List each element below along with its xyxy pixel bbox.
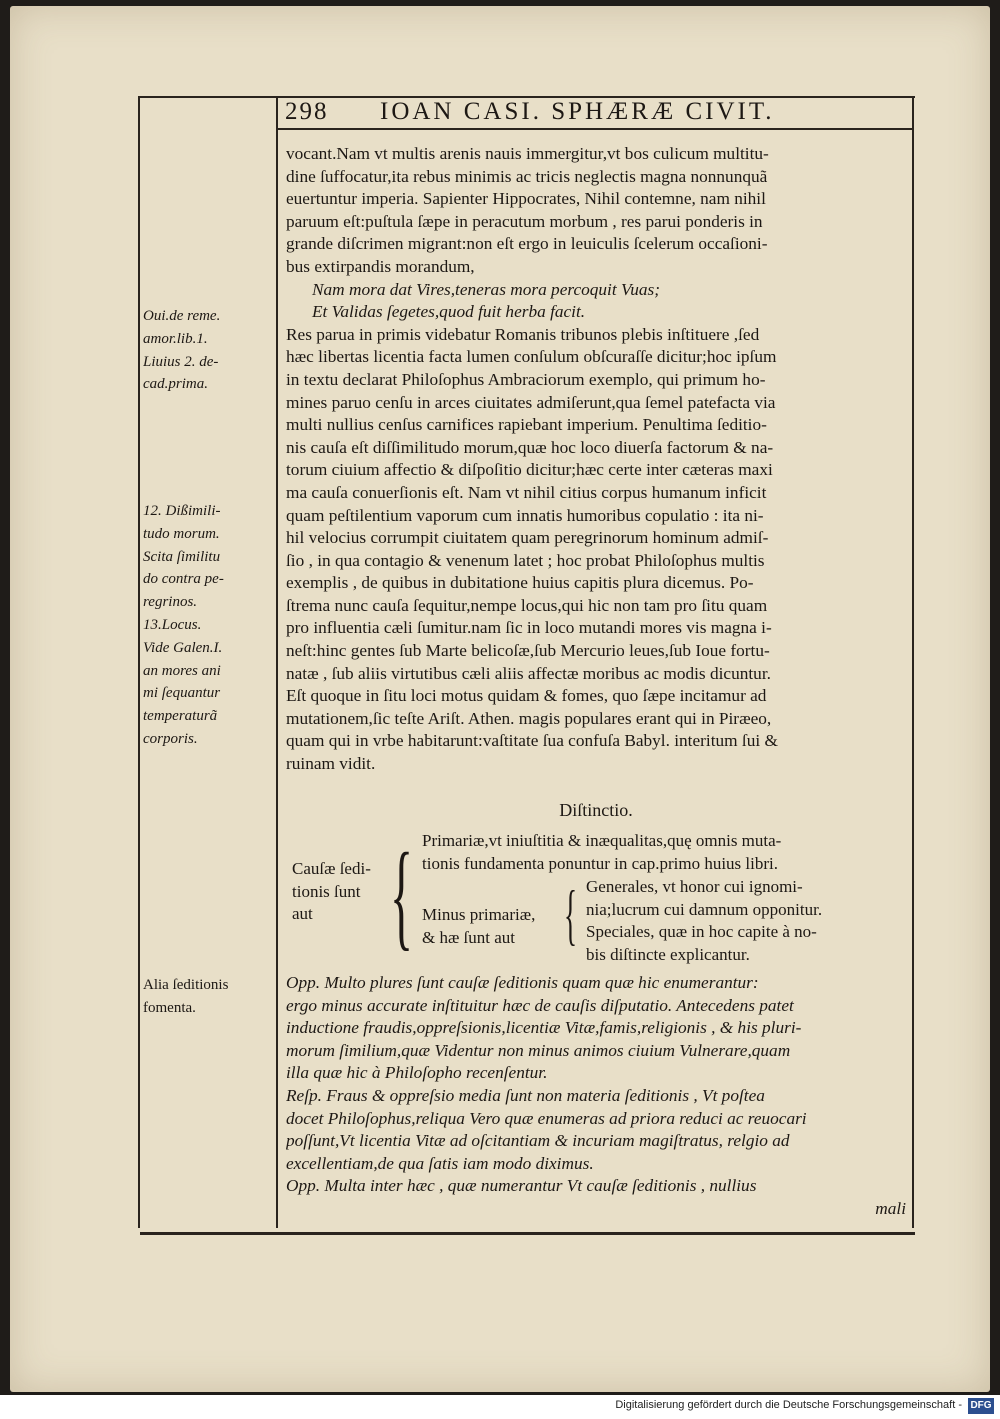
margin-note-line: corporis.	[143, 730, 198, 747]
margin-note-line: mi ſequantur	[143, 685, 221, 702]
text-line: ſtrema nunc cauſa ſequitur,nempe locus,qui hic non tam pro ſitu quam	[286, 595, 768, 615]
text-line: docet Philoſophus,reliqua Vero quæ enumeras ad priora reduci ac reuocari	[286, 1108, 807, 1128]
text-line: vocant.Nam vt multis arenis nauis immergitur,vt bos culicum multitu-	[286, 144, 769, 163]
text-line: Opp. Multa inter hæc , quæ numerantur Vt cauſæ ſeditionis , nullius	[286, 1176, 757, 1196]
text-line: inductione fraudis,oppreſsionis,licentiæ Vitæ,famis,religionis , & his pluri-	[286, 1018, 802, 1038]
page-number: 298	[285, 98, 329, 125]
text-line: in textu declarat Philoſophus Ambraciorum exemplo, qui primum ho-	[286, 369, 766, 389]
margin-note-line: 12. Dißimili-	[143, 503, 221, 519]
footer-bar	[0, 1395, 1000, 1419]
text-line: paruum eſt:puſtula ſæpe in peracutum morbum , res parui ponderis in	[286, 211, 763, 231]
margin-note-line: temperaturã	[143, 708, 218, 725]
text-line: dine ſuffocatur,ita rebus minimis ac tricis neglectis magna nonnunquã	[286, 166, 768, 186]
margin-note	[143, 500, 273, 751]
distinctio-line: Speciales, quæ in hoc capite à no-	[586, 922, 817, 942]
margin-note-line: do contra pe-	[143, 571, 224, 588]
text-line: Res parua in primis videbatur Romanis tribunos plebis inſtituere ,ſed	[286, 324, 760, 344]
margin-note-line: Alia ſeditionis	[143, 977, 229, 993]
distinctio-heading: Diſtinctio.	[559, 800, 633, 820]
frame-left-rule	[138, 96, 140, 1228]
distinctio-primariae	[422, 830, 902, 875]
distinctio-line: Minus primariæ,	[422, 905, 536, 924]
margin-note	[143, 305, 273, 396]
text-line: hæc libertas licentia facta lumen conſulum obſcuraſſe dicitur;hoc ipſum	[286, 347, 777, 367]
text-line: nis cauſa eſt diſſimilitudo morum,quæ hoc loco diuerſa factorum & na-	[286, 437, 774, 457]
text-line: neſt:hinc gentes ſub Marte belicoſæ,ſub Mercurio leues,ſub Ioue fortu-	[286, 641, 770, 661]
text-line: mutationem,ſic teſte Ariſt. Athen. magis populares erant qui in Piræeo,	[286, 708, 772, 728]
text-line: exemplis , de quibus in dubitatione huius capitis plura dicemus. Po-	[286, 573, 754, 593]
distinctio-label-line: Cauſæ ſedi-	[292, 859, 371, 878]
distinctio-label	[292, 858, 392, 926]
margin-note	[143, 974, 273, 1020]
distinctio-line: Primariæ,vt iniuſtitia & inæqualitas,quę omnis muta-	[422, 831, 782, 850]
text-line: morum ſimilium,quæ Videntur non minus animos ciuium Vulnerare,quam	[286, 1040, 791, 1060]
distinctio-subdivision	[586, 876, 906, 966]
text-line: pro influentia cæli ſumitur.nam ſic in loco mutandi mores vis magna i-	[286, 618, 772, 638]
text-line: hil velocius corrumpit ciuitatem quam peregrinorum hominum admiſ-	[286, 528, 769, 548]
text-line: Eſt quoque in ſitu loci motus quidam & fomes, quo ſæpe incitamur ad	[286, 686, 767, 706]
curly-brace-icon: {	[390, 828, 414, 961]
distinctio-line: Generales, vt honor cui ignomi-	[586, 877, 803, 896]
text-line: excellentiam,de qua ſatis iam modo diximus.	[286, 1153, 594, 1173]
margin-note-line: Oui.de reme.	[143, 308, 221, 324]
margin-note-line: Scita ſimilitu	[143, 548, 221, 565]
frame-margin-rule	[276, 96, 278, 1228]
text-line: ruinam vidit.	[286, 754, 376, 774]
running-head	[285, 98, 910, 128]
text-line: Reſp. Fraus & oppreſsio media ſunt non materia ſeditionis , Vt poſtea	[286, 1085, 765, 1105]
text-line: mali	[875, 1198, 906, 1218]
text-line: euertuntur imperia. Sapienter Hippocrates, Nihil contemne, nam nihil	[286, 189, 766, 209]
distinctio-line: & hæ ſunt aut	[422, 927, 516, 947]
curly-brace-small-icon: {	[564, 876, 578, 952]
margin-note-line: fomenta.	[143, 999, 196, 1016]
frame-bottom-rule	[140, 1232, 915, 1235]
text-line: bus extirpandis morandum,	[286, 256, 475, 276]
distinctio-line: bis diſtincte explicantur.	[586, 944, 750, 964]
text-line: natæ , ſub aliis virtutibus cæli aliis affectæ moribus ac modis dicuntur.	[286, 663, 771, 683]
margin-note-line: Vide Galen.I.	[143, 639, 223, 656]
text-line: ergo minus accurate inſtituitur hæc de cauſis diſputatio. Antecedens patet	[286, 995, 794, 1015]
footer-credit: Digitalisierung gefördert durch die Deutsche Forschungsgemeinschaft -	[615, 1399, 962, 1411]
margin-note-line: regrinos.	[143, 594, 198, 611]
margin-note-line: an mores ani	[143, 662, 221, 679]
distinctio-table	[286, 830, 906, 970]
disputation-text	[286, 972, 906, 1221]
text-line: Et Validas ſegetes,quod fuit herba facit.	[312, 302, 586, 322]
margin-note-line: amor.lib.1.	[143, 330, 208, 347]
frame-right-rule	[912, 96, 914, 1228]
dfg-logo: DFG	[968, 1398, 994, 1414]
text-line: ſio , in qua contagio & venenum latet ; hoc probat Philoſophus multis	[286, 550, 765, 570]
text-line: grande diſcrimen migrant:non eſt ergo in leuiculis ſcelerum occaſioni-	[286, 234, 768, 254]
text-line: Opp. Multo plures ſunt cauſæ ſeditionis quam quæ hic enumerantur:	[286, 973, 759, 992]
text-line: torum ciuium affectio & diſpoſitio dicitur;hæc certe inter cæteras maxi	[286, 460, 773, 480]
distinctio-line: nia;lucrum cui damnum opponitur.	[586, 899, 823, 919]
text-line: illa quæ hic à Philoſopho recenſentur.	[286, 1063, 548, 1083]
main-text-block	[286, 143, 906, 776]
margin-note-line: Liuius 2. de-	[143, 353, 219, 370]
distinctio-minus-primariae	[422, 904, 562, 949]
text-line: Nam mora dat Vires,teneras mora percoquit Vuas;	[312, 279, 660, 299]
text-line: poſſunt,Vt licentia Vitæ ad oſcitantiam & incuriam magiſtratus, relgio ad	[286, 1131, 790, 1151]
header-rule-bottom	[278, 128, 912, 130]
margin-note-line: cad.prima.	[143, 376, 208, 393]
margin-note-line: tudo morum.	[143, 525, 220, 542]
text-line: quam qui in vrbe habitarunt:vaſtitate ſua confuſa Babyl. interitum ſui &	[286, 731, 778, 751]
running-title: IOAN CASI. SPHÆRÆ CIVIT.	[380, 98, 775, 125]
text-line: multi nullius cenſus carnifices rapiebant imperium. Penultima ſeditio-	[286, 415, 767, 435]
text-line: mines paruo cenſu in arces ciuitates admiſerunt,qua ſemel patefacta via	[286, 392, 776, 412]
distinctio-line: tionis fundamenta ponuntur in cap.primo huius libri.	[422, 853, 779, 873]
distinctio-label-line: aut	[292, 904, 313, 924]
distinctio-label-line: tionis ſunt	[292, 881, 361, 901]
text-line: ma cauſa conuerſionis eſt. Nam vt nihil citius corpus humanum inficit	[286, 482, 767, 502]
text-line: quam peſtilentium vaporum cum innatis humoribus copulatio : ita ni-	[286, 505, 764, 525]
margin-note-line: 13.Locus.	[143, 616, 202, 633]
